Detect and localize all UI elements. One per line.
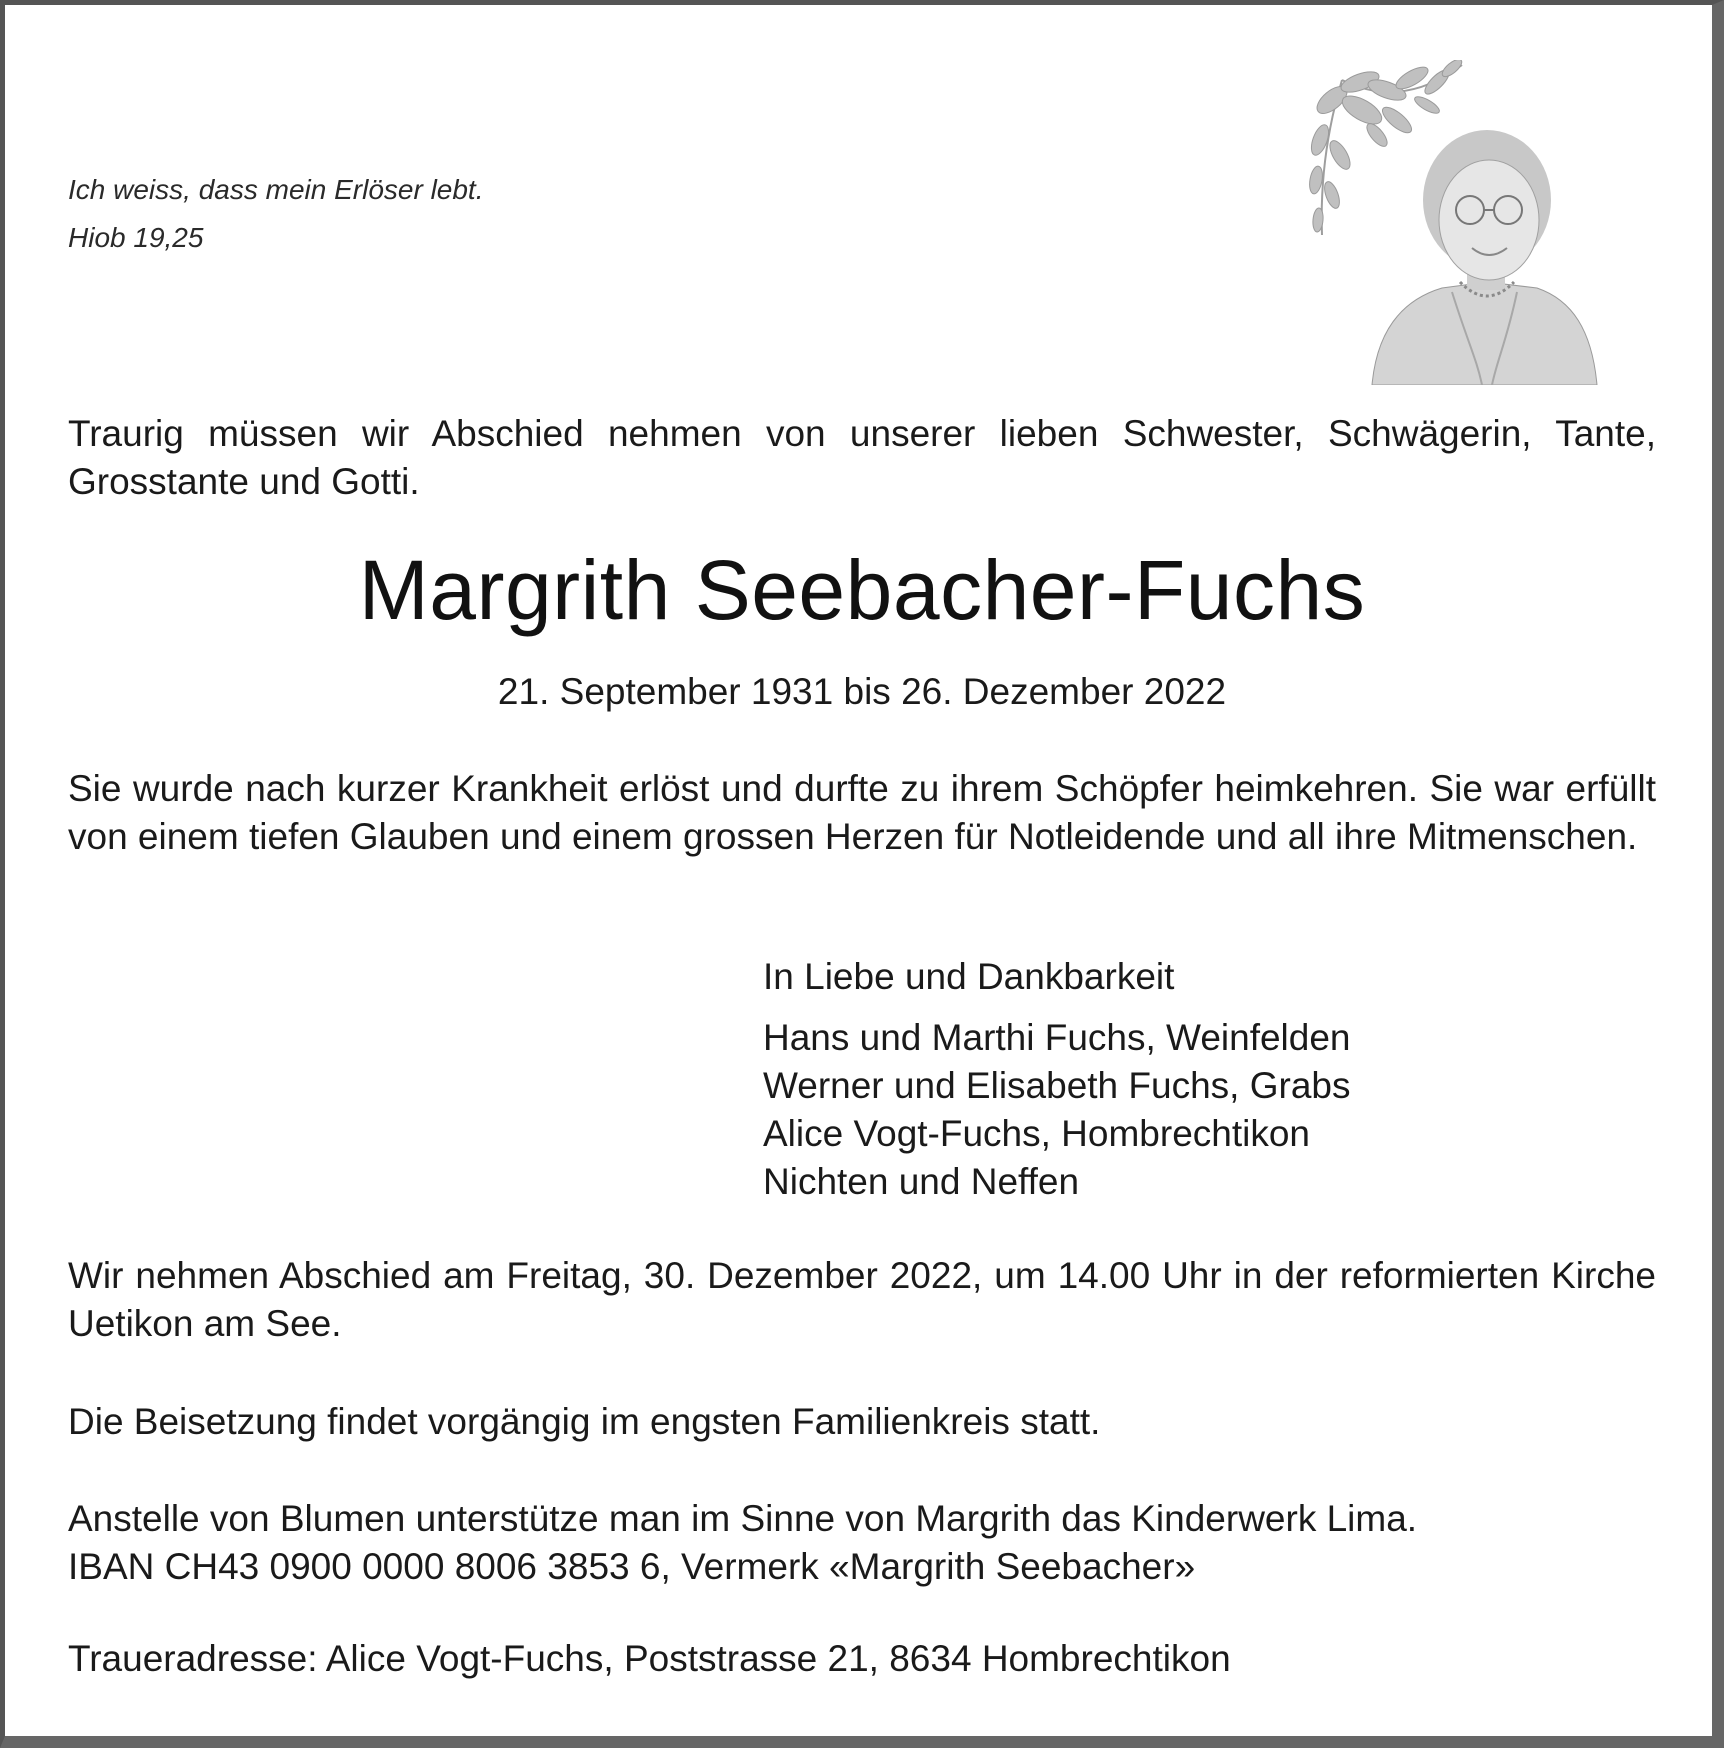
life-dates: 21. September 1931 bis 26. Dezember 2022 — [497, 671, 1227, 712]
quote-text: Ich weiss, dass mein Erlöser lebt. — [68, 174, 484, 205]
quote-reference: Hiob 19,25 — [68, 222, 204, 253]
service-text: Wir nehmen Abschied am Freitag, 30. Dezember 2022, um 14.00 Uhr in der reformierten Kirche Uetikon am See. — [68, 1255, 1656, 1344]
donation-line: Anstelle von Blumen unterstütze man im Sinne von Margrith das Kinderwerk Lima. — [68, 1498, 1418, 1539]
bible-quote — [68, 166, 484, 262]
burial-text: Die Beisetzung findet vorgängig im engsten Familienkreis statt. — [68, 1401, 1101, 1442]
person-portrait-icon — [1372, 130, 1597, 385]
family-member: Alice Vogt-Fuchs, Hombrechtikon — [763, 1113, 1311, 1154]
family-member: Nichten und Neffen — [763, 1161, 1080, 1202]
iban-line: IBAN CH43 0900 0000 8006 3853 6, Vermerk «Margrith Seebacher» — [68, 1546, 1196, 1587]
intro-text: Traurig müssen wir Abschied nehmen von unserer lieben Schwester, Schwägerin, Tante, Grosstante und Gotti. — [68, 413, 1656, 502]
deceased-name: Margrith Seebacher-Fuchs — [358, 543, 1366, 637]
mourning-address: Traueradresse: Alice Vogt-Fuchs, Poststrasse 21, 8634 Hombrechtikon — [68, 1638, 1231, 1679]
family-member: Hans und Marthi Fuchs, Weinfelden — [763, 1017, 1351, 1058]
portrait-photo — [1302, 60, 1632, 385]
family-member: Werner und Elisabeth Fuchs, Grabs — [763, 1065, 1351, 1106]
family-list — [763, 1014, 1351, 1206]
tribute-text: Sie wurde nach kurzer Krankheit erlöst und durfte zu ihrem Schöpfer heimkehren. Sie war erfüllt von einem tiefen Glauben und einem grossen Herzen für Notleidende und all ihre Mitmenschen. — [68, 768, 1656, 857]
signoff-text: In Liebe und Dankbarkeit — [763, 956, 1175, 997]
donation-text — [68, 1495, 1656, 1591]
